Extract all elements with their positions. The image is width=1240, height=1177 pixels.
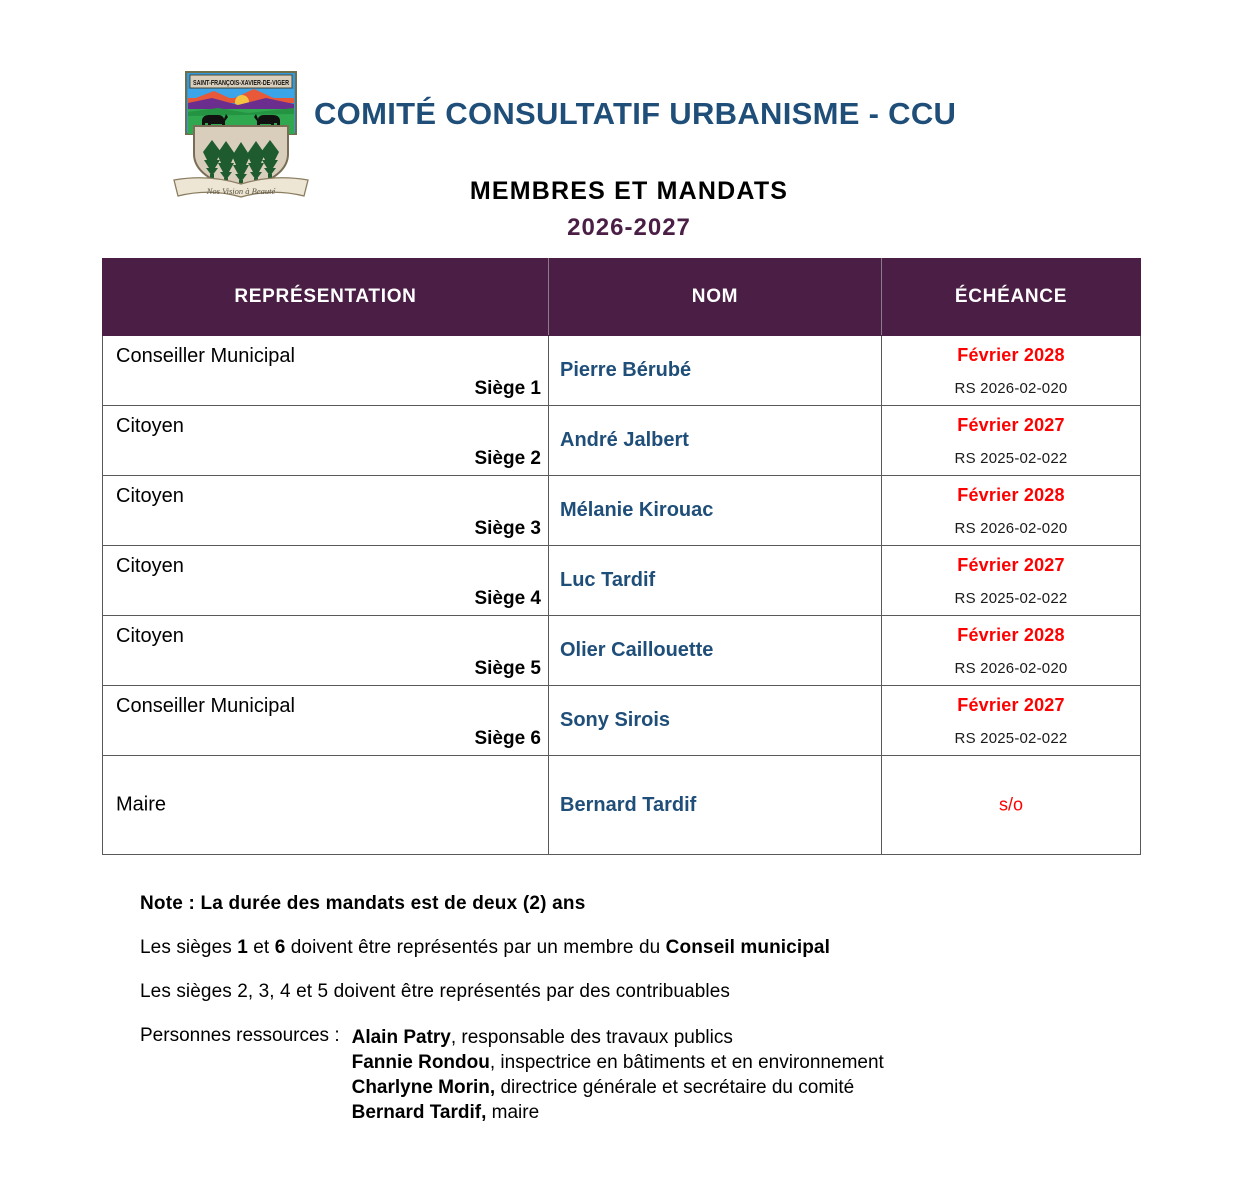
note-seats-council-part2: et <box>247 937 275 958</box>
resource-person-name: Bernard Tardif, <box>351 1102 487 1124</box>
cell-echeance <box>882 686 1141 756</box>
svg-text:SAINT-FRANÇOIS-XAVIER-DE-VIGER: SAINT-FRANÇOIS-XAVIER-DE-VIGER <box>193 78 290 87</box>
deadline-date: Février 2028 <box>957 625 1065 645</box>
resolution-reference: RS 2026-02-020 <box>954 520 1068 537</box>
table-header <box>103 259 1141 336</box>
cell-name <box>549 616 882 686</box>
member-name: Olier Caillouette <box>560 639 714 661</box>
resource-person-name: Charlyne Morin, <box>351 1077 496 1099</box>
cell-representation <box>103 406 549 476</box>
resource-person-name: Fannie Rondou <box>351 1052 490 1074</box>
cell-echeance <box>882 336 1141 406</box>
seat-label: Siège 3 <box>474 518 541 539</box>
seat-label: Siège 2 <box>474 448 541 469</box>
column-header-representation: REPRÉSENTATION <box>103 259 549 336</box>
table-row <box>103 476 1141 546</box>
resource-persons-block <box>140 1025 1140 1125</box>
member-name: Bernard Tardif <box>560 793 697 816</box>
seat-label: Siège 6 <box>474 728 541 749</box>
notes-section <box>140 893 1140 1125</box>
resource-person-role: , inspectrice en bâtiments et en environnement <box>489 1052 884 1074</box>
table-row <box>103 616 1141 686</box>
year-range: 2026-2027 <box>567 213 691 241</box>
representation-type: Conseiller Municipal <box>116 345 295 367</box>
note-seats-council <box>140 937 1140 959</box>
deadline-not-applicable: s/o <box>998 794 1023 815</box>
cell-representation <box>103 546 549 616</box>
resolution-reference: RS 2025-02-022 <box>954 730 1068 747</box>
note-seat-number-6: 6 <box>274 937 286 958</box>
member-name: Luc Tardif <box>560 569 656 591</box>
deadline-date: Février 2027 <box>957 415 1065 435</box>
member-name: André Jalbert <box>560 429 689 451</box>
note-conseil-municipal: Conseil municipal <box>665 937 830 958</box>
page-subtitle: MEMBRES ET MANDATS <box>469 176 789 205</box>
resource-person-role: directrice générale et secrétaire du comité <box>495 1077 855 1099</box>
resource-persons-label: Personnes ressources : <box>140 1025 340 1046</box>
table-body <box>103 336 1141 855</box>
seat-label: Siège 5 <box>474 658 541 679</box>
table-header-row <box>103 259 1141 336</box>
column-header-echeance: ÉCHÉANCE <box>882 259 1141 336</box>
cell-representation <box>103 476 549 546</box>
cell-echeance <box>882 406 1141 476</box>
municipal-crest-icon <box>168 68 314 200</box>
list-item <box>352 1025 884 1050</box>
page-title: COMITÉ CONSULTATIF URBANISME - CCU <box>314 96 957 131</box>
deadline-date: Février 2028 <box>957 345 1065 365</box>
resource-person-name: Alain Patry <box>351 1027 451 1048</box>
cell-name <box>549 406 882 476</box>
representation-type: Citoyen <box>116 415 184 437</box>
members-table <box>102 258 1141 855</box>
note-seats-council-part3: doivent être représentés par un membre du <box>285 937 666 958</box>
cell-name <box>549 686 882 756</box>
list-item <box>352 1100 884 1125</box>
member-name: Mélanie Kirouac <box>560 499 714 521</box>
seat-label: Siège 1 <box>474 378 541 399</box>
resolution-reference: RS 2025-02-022 <box>954 590 1068 607</box>
representation-type: Conseiller Municipal <box>116 695 295 717</box>
cell-name <box>549 336 882 406</box>
deadline-date: Février 2027 <box>957 555 1065 575</box>
table-row <box>103 546 1141 616</box>
resource-persons-list <box>352 1025 884 1125</box>
table-row <box>103 686 1141 756</box>
note-seats-contribuables: Les sièges 2, 3, 4 et 5 doivent être représentés par des contribuables <box>140 981 731 1002</box>
cell-representation <box>103 616 549 686</box>
member-name: Sony Sirois <box>560 709 671 731</box>
note-seat-number-1: 1 <box>237 937 248 958</box>
list-item <box>352 1075 884 1100</box>
representation-type: Citoyen <box>116 555 184 577</box>
cell-representation <box>103 686 549 756</box>
representation-type: Maire <box>116 793 167 816</box>
resource-person-role: maire <box>486 1102 540 1124</box>
svg-text:Nos Vision à Beauté: Nos Vision à Beauté <box>206 186 276 196</box>
member-name: Pierre Bérubé <box>560 359 692 381</box>
seat-label: Siège 4 <box>474 588 541 609</box>
cell-representation <box>103 756 549 855</box>
note-duration-heading: Note : La durée des mandats est de deux (2) ans <box>140 893 586 914</box>
resolution-reference: RS 2025-02-022 <box>954 450 1068 467</box>
table-row-mayor <box>103 756 1141 855</box>
deadline-date: Février 2027 <box>957 695 1065 715</box>
representation-type: Citoyen <box>116 625 184 647</box>
note-seats-council-part1: Les sièges <box>140 937 238 958</box>
table-row <box>103 336 1141 406</box>
deadline-date: Février 2028 <box>957 485 1065 505</box>
title-block <box>314 98 1134 242</box>
cell-echeance <box>882 616 1141 686</box>
cell-echeance <box>882 756 1141 855</box>
cell-representation <box>103 336 549 406</box>
list-item <box>352 1050 884 1075</box>
cell-name <box>549 476 882 546</box>
resource-person-role: , responsable des travaux publics <box>450 1027 733 1048</box>
cell-echeance <box>882 546 1141 616</box>
cell-echeance <box>882 476 1141 546</box>
resolution-reference: RS 2026-02-020 <box>954 380 1068 397</box>
cell-name <box>549 546 882 616</box>
column-header-nom: NOM <box>549 259 882 336</box>
document-header <box>0 0 1240 240</box>
table-row <box>103 406 1141 476</box>
resolution-reference: RS 2026-02-020 <box>954 660 1068 677</box>
representation-type: Citoyen <box>116 485 184 507</box>
members-table-container <box>102 258 1140 855</box>
cell-name <box>549 756 882 855</box>
